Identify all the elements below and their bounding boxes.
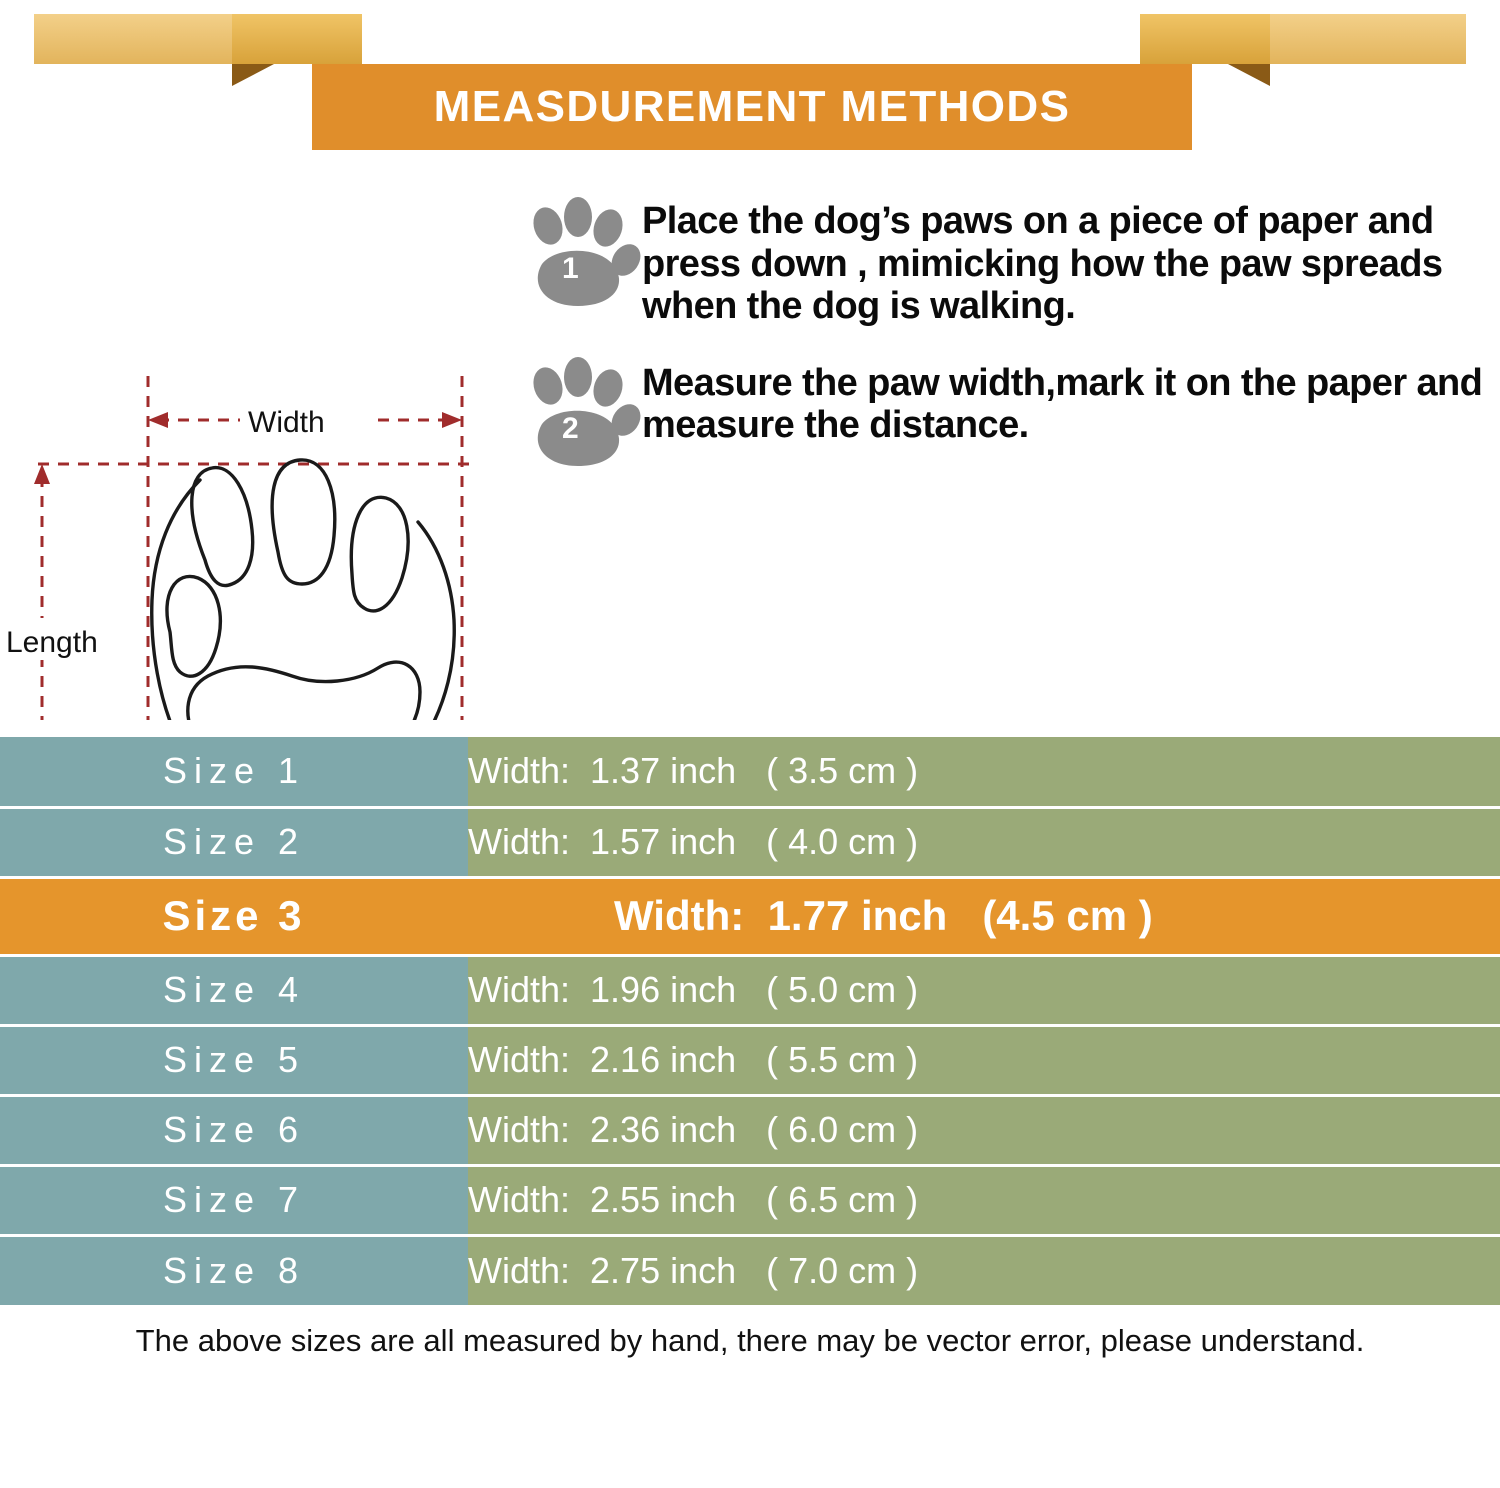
table-row (0, 1235, 1500, 1305)
paw-measurement-diagram (0, 180, 540, 720)
table-row (0, 1095, 1500, 1165)
page-title: MEASDUREMENT METHODS (433, 82, 1071, 131)
table-row-highlighted (0, 877, 1500, 955)
ribbon-fold-right (1140, 14, 1270, 64)
size-table (0, 737, 1500, 1305)
size-label: Size 5 (0, 1025, 468, 1095)
ribbon-fold-left (232, 14, 362, 64)
size-label: Size 8 (0, 1235, 468, 1305)
table-row (0, 955, 1500, 1025)
width-value: Width: 2.16 inch ( 5.5 cm ) (468, 1025, 1500, 1095)
step-text: Place the dog’s paws on a piece of paper and press down , mimicking how the paw spreads when the dog is walking. (642, 200, 1443, 328)
step-item (512, 194, 1492, 328)
width-value: Width: 1.96 inch ( 5.0 cm ) (468, 955, 1500, 1025)
size-label: Size 4 (0, 955, 468, 1025)
ribbon-notch-right-icon (1466, 14, 1500, 64)
size-label: Size 2 (0, 807, 468, 877)
width-value: Width: 2.75 inch ( 7.0 cm ) (468, 1235, 1500, 1305)
size-label: Size 6 (0, 1095, 468, 1165)
step-item (512, 354, 1492, 474)
banner-box (312, 64, 1192, 150)
table-row (0, 807, 1500, 877)
footer-note: The above sizes are all measured by hand, there may be vector error, please understand. (135, 1323, 1365, 1358)
paw-badge (512, 354, 642, 474)
banner (0, 0, 1500, 172)
steps-list (512, 194, 1492, 500)
table-row (0, 737, 1500, 807)
width-value: Width: 2.55 inch ( 6.5 cm ) (468, 1165, 1500, 1235)
width-value: Width: 1.57 inch ( 4.0 cm ) (468, 807, 1500, 877)
measurement-section (0, 172, 1500, 737)
width-value: Width: 1.77 inch (4.5 cm ) (468, 877, 1500, 955)
step-number: 1 (562, 252, 579, 285)
size-label: Size 3 (0, 877, 468, 955)
width-value: Width: 2.36 inch ( 6.0 cm ) (468, 1095, 1500, 1165)
size-label: Size 1 (0, 737, 468, 807)
size-label: Size 7 (0, 1165, 468, 1235)
table-row (0, 1025, 1500, 1095)
ribbon-tail-left (0, 14, 240, 64)
paw-badge (512, 194, 642, 314)
width-label: Width (248, 406, 325, 439)
step-number: 2 (562, 411, 579, 445)
width-value: Width: 1.37 inch ( 3.5 cm ) (468, 737, 1500, 807)
ribbon-notch-left-icon (0, 14, 34, 64)
length-label: Length (6, 626, 98, 659)
table-row (0, 1165, 1500, 1235)
step-text: Measure the paw width,mark it on the paper and measure the distance. (642, 361, 1483, 447)
ribbon-tail-right (1262, 14, 1500, 64)
